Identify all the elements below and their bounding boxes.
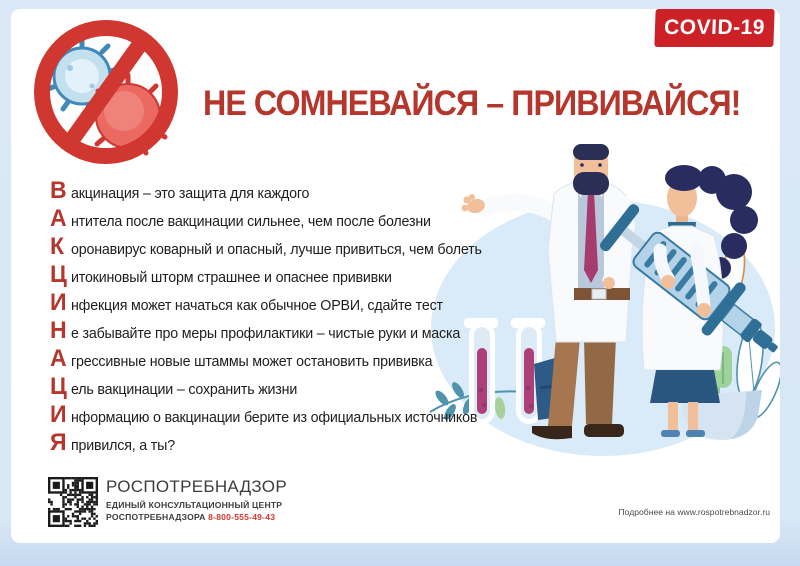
acrostic-letter: А [50,205,67,232]
acrostic-letter: И [50,401,67,428]
acrostic-line [50,205,503,233]
acrostic-letter: Н [50,317,67,344]
no-virus-icon [30,16,182,168]
footer-contact-block [106,477,287,522]
poster-title: НЕ СОМНЕВАЙСЯ – ПРИВИВАЙСЯ! [203,84,741,123]
consult-center-org: РОСПОТРЕБНАДЗОРА [106,512,206,522]
covid-19-badge [654,9,774,47]
acrostic-letter: Ц [50,261,67,288]
covid-19-badge-label: COVID-19 [663,16,766,39]
acrostic-list [50,177,503,457]
acrostic-line [50,317,503,345]
acrostic-line [50,177,503,205]
acrostic-text: нтитела после вакцинации сильнее, чем после болезни [71,213,431,230]
acrostic-text: акцинация – это защита для каждого [71,185,310,202]
acrostic-letter: Я [50,429,67,456]
acrostic-line [50,373,503,401]
acrostic-line [50,401,503,429]
acrostic-line [50,261,503,289]
consult-center-line1: ЕДИНЫЙ КОНСУЛЬТАЦИОННЫЙ ЦЕНТР [106,500,283,510]
acrostic-text: нформацию о вакцинации берите из официальных источников [71,409,478,426]
more-info-url: Подробнее на www.rospotrebnadzor.ru [618,507,770,517]
acrostic-letter: А [50,345,67,372]
acrostic-text: привился, а ты? [71,437,175,454]
acrostic-letter: И [50,289,67,316]
doctor-beard [573,172,609,195]
acrostic-line [50,345,503,373]
acrostic-text: итокиновый шторм страшнее и опаснее прививки [71,269,392,286]
acrostic-letter: Ц [50,373,67,400]
acrostic-text: нфекция может начаться как обычное ОРВИ, сдайте тест [71,297,443,314]
org-name: РОСПОТРЕБНАДЗОР [106,477,287,496]
hotline-phone: 8-800-555-49-43 [208,512,276,522]
acrostic-line [50,233,503,261]
acrostic-text: е забывайте про меры профилактики – чистые руки и маска [71,325,461,342]
acrostic-letter: К [50,233,65,260]
qr-code [48,477,98,527]
acrostic-text: грессивные новые штаммы может остановить прививка [71,353,433,370]
consult-center-line2 [106,512,287,522]
acrostic-letter: В [50,177,67,204]
acrostic-text: оронавирус коварный и опасный, лучше привиться, чем болеть [71,241,482,258]
acrostic-line [50,289,503,317]
acrostic-line [50,429,503,457]
acrostic-text: ель вакцинации – сохранить жизни [71,381,298,398]
